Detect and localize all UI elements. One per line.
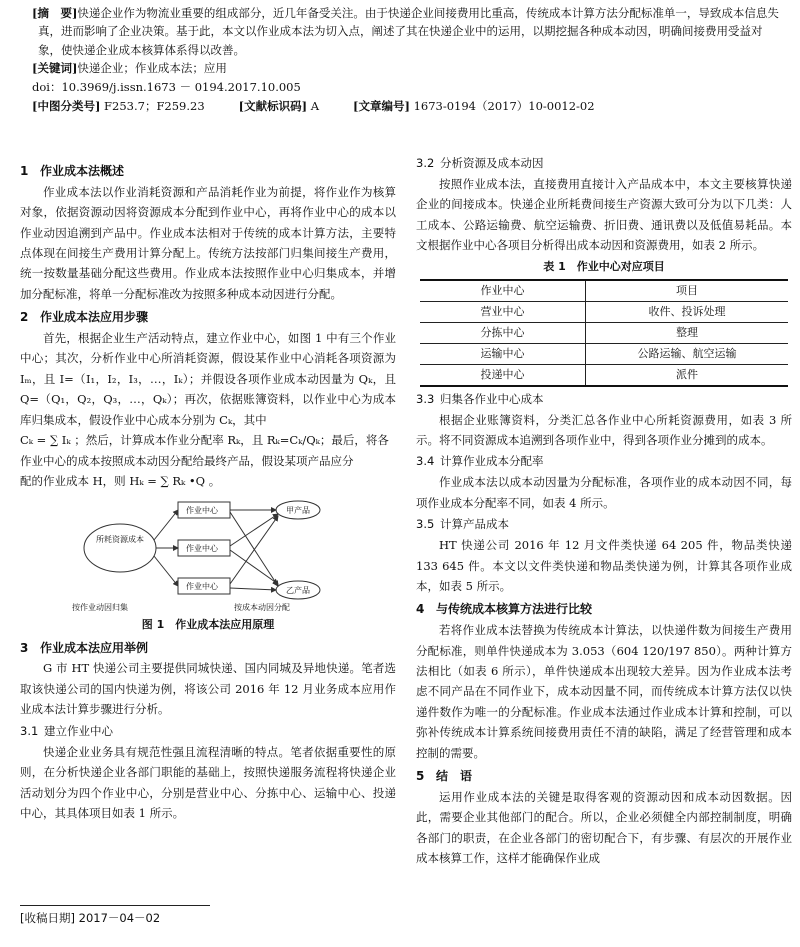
section-3-3-heading: 3.3 归集各作业中心成本 — [416, 391, 544, 406]
activity-center-label-2: 作业中心 — [186, 543, 218, 553]
section-3-5-paragraph: HT 快递公司 2016 年 12 月文件类快递 64 205 件，物品类快递 133 645 件。本文以文件类快递和物品类快递为例，计算其各项作业成本，如表 5 所示。 — [416, 538, 792, 593]
product-a-label: 甲产品 — [286, 505, 310, 515]
formula-line-2: 作业中心的成本按照成本动因分配给最终产品，假设某项产品应分 — [20, 453, 354, 468]
figure-1-caption: 图 1 作业成本法应用原理 — [141, 617, 275, 631]
table-cell: 营业中心 — [420, 301, 586, 322]
abstract — [32, 4, 782, 59]
table-header-cell: 作业中心 — [420, 280, 586, 302]
figure-1 — [20, 496, 396, 614]
section-3-1-paragraph: 快递企业业务具有规范性强且流程清晰的特点。笔者依据重要性的原则，在分析快递企业各部门职能的基础上，按照快递服务流程将快递企业活动划分为四个作业中心，分别是营业中心、分拣中心、运输中心、投递中心，其具体项目如表 1 所示。 — [20, 744, 396, 821]
formula-line-3: 配的作业成本 H，则 Hₖ = ∑ Rₖ •Q 。 — [20, 474, 221, 489]
arrow-b1 — [230, 512, 278, 586]
table-cell: 分拣中心 — [420, 322, 586, 343]
right-column — [416, 152, 792, 869]
arrow-b2 — [230, 550, 278, 584]
classification-row — [32, 98, 782, 116]
table-cell: 运输中心 — [420, 343, 586, 364]
product-b-label: 乙产品 — [286, 585, 310, 595]
under-left-label: 按作业动因归集 — [72, 602, 128, 612]
activity-center-label-1: 作业中心 — [186, 505, 218, 515]
section-5-heading: 5 结 语 — [416, 769, 473, 784]
section-3-4-paragraph: 作业成本法以成本动因量为分配标准，各项作业的成本动因不同，每项作业成本分配率不同，如表 4 所示。 — [416, 475, 792, 510]
keywords-text: 快递企业；作业成本法；应用 — [77, 61, 227, 76]
keywords-label: [关键词] — [32, 61, 78, 76]
section-3-4-heading: 3.4 计算作业成本分配率 — [416, 454, 544, 469]
table-row — [420, 343, 788, 364]
section-3-heading: 3 作业成本法应用举例 — [20, 640, 149, 655]
section-3-2-paragraph: 按照作业成本法，直接费用直接计入产品成本中，本文主要核算快递企业的间接成本。快递企业所耗费间接生产资源大致可分为以下几类：人工成本、公路运输费、航空运输费、折旧费、通讯费以及低值易耗品。本文根据作业中心各项目分析得出成本动因和资源费用，如表 2 所示。 — [416, 176, 792, 253]
table-cell: 公路运输、航空运输 — [586, 343, 788, 364]
arrow-a2 — [230, 514, 278, 546]
table-cell: 投递中心 — [420, 364, 586, 386]
arrow-b3 — [230, 588, 276, 590]
section-2-heading: 2 作业成本法应用步骤 — [20, 310, 149, 325]
abstract-label: [摘 要] — [32, 6, 78, 20]
table-row — [420, 322, 788, 343]
section-1-paragraph: 作业成本法以作业消耗资源和产品消耗作业为前提，将作业作为核算对象，依据资源动因将资源成本分配到作业中心，再将作业中心的成本以作业动因追溯到产品中。作业成本法相对于传统的成本计算方法，主要特点体现在间接生产费用计算分配上。传统方法按部门归集间接生产费用，统一按数量基础分配这些费用。作业成本法按照作业中心归集成本，并增加分配标准，将单一分配标准改为按照多种成本动因进行分配。 — [20, 184, 396, 301]
clc: [中图分类号] F253.7；F259.23 — [32, 98, 205, 113]
arrow-a3 — [230, 516, 278, 584]
section-3-5-heading: 3.5 计算产品成本 — [416, 517, 509, 532]
resource-label: 所耗资源成本 — [96, 534, 144, 544]
section-3-paragraph: G 市 HT 快递公司主要提供同城快递、国内同城及异地快递。笔者选取该快递公司的国内快递为例，将该公司 2016 年 12 月业务成本应用作业成本法计算步骤进行分析。 — [20, 661, 396, 717]
section-4-paragraph: 若将作业成本法替换为传统成本计算法，以快递件数为间接生产费用分配标准，则单件快递成本为 3.053（604 120/197 850）。两种计算方法相比（如表 6 所示），单件快递成本出现较大差异。因为作业成本法考虑不同产品在不同作业下，成本动因量不同，而传统成本计算方法仅以快递件数作为唯一的分配标准。作业成本法通过作业成本计算和控制，可以弥补传统成本计算系统间接费用责任不清的缺陷，满足了经营管理和成本控制的需要。 — [416, 623, 792, 760]
table-row — [420, 301, 788, 322]
section-3-2-heading: 3.2 分析资源及成本动因 — [416, 156, 544, 170]
section-3-1-heading: 3.1 建立作业中心 — [20, 723, 113, 738]
article-header — [32, 4, 782, 116]
document-code: [文献标识码] A — [238, 98, 320, 113]
table-1 — [420, 279, 788, 387]
table-1-caption: 表 1 作业中心对应项目 — [543, 259, 665, 273]
table-header-row — [420, 280, 788, 302]
table-header-cell: 项目 — [586, 280, 788, 302]
section-1-heading: 1 作业成本法概述 — [20, 164, 125, 178]
table-row — [420, 364, 788, 386]
received-date-footnote: [收稿日期] 2017－04－02 — [20, 905, 210, 928]
section-4-heading: 4 与传统成本核算方法进行比较 — [416, 602, 593, 617]
resource-ellipse — [84, 524, 156, 572]
section-3-3-paragraph: 根据企业账簿资料，分类汇总各作业中心所耗资源费用，如表 3 所示。将不同资源成本追溯到各项作业中，得到各项作业分摊到的成本。 — [416, 412, 792, 448]
left-column — [20, 158, 396, 823]
doi: doi：10.3969/j.issn.1673 － 0194.2017.10.005 — [32, 79, 301, 94]
table-cell: 收件、投诉处理 — [586, 301, 788, 322]
section-2-paragraph: 首先，根据企业生产活动特点，建立作业中心，如图 1 中有三个作业中心；其次，分析作业中心所消耗资源，假设某作业中心消耗各项资源为 Iₘ，且 I=（I₁，I₂，I₃，…，Iₖ）；并假设各项作业成本动因量为 Qₖ，且 Q=（Q₁，Q₂，Q₃，…，Qₖ）；再次，依据账簿资料，以作业中心为成本库归集成本，假设作业中心成本分别为 Cₖ，其中 — [20, 331, 396, 427]
keywords — [32, 60, 782, 78]
table-cell: 派件 — [586, 364, 788, 386]
under-right-label: 按成本动因分配 — [234, 602, 290, 612]
section-5-paragraph: 运用作业成本法的关键是取得客观的资源动因和成本动因数据。因此，需要企业其他部门的配合。所以，企业必须健全内部控制制度，明确各部门的职责，在企业各部门的密切配合下，有步骤、有层次的开展作业成本核算工作，这样才能确保作业成 — [416, 789, 792, 866]
abstract-text: 快递企业作为物流业重要的组成部分，近几年备受关注。由于快递企业间接费用比重高，传统成本计算方法分配标准单一，导致成本信息失真，进而影响了企业决策。基于此，本文以作业成本法为切入点，阐述了其在快递企业中的运用，以期挖掘各种成本动因，明确间接费用受益对象，使快递企业成本核算体系得以改善。 — [38, 6, 779, 57]
table-cell: 整理 — [586, 322, 788, 343]
arrow-r3 — [154, 556, 178, 586]
formula-line-1: Cₖ = ∑ Iₖ ；然后，计算成本作业分配率 Rₖ，且 Rₖ=Cₖ/Qₖ；最后，将各 — [20, 433, 389, 448]
article-number: [文章编号] 1673-0194（2017）10-0012-02 — [353, 98, 595, 113]
arrow-r1 — [154, 510, 178, 540]
activity-center-label-3: 作业中心 — [186, 581, 218, 591]
